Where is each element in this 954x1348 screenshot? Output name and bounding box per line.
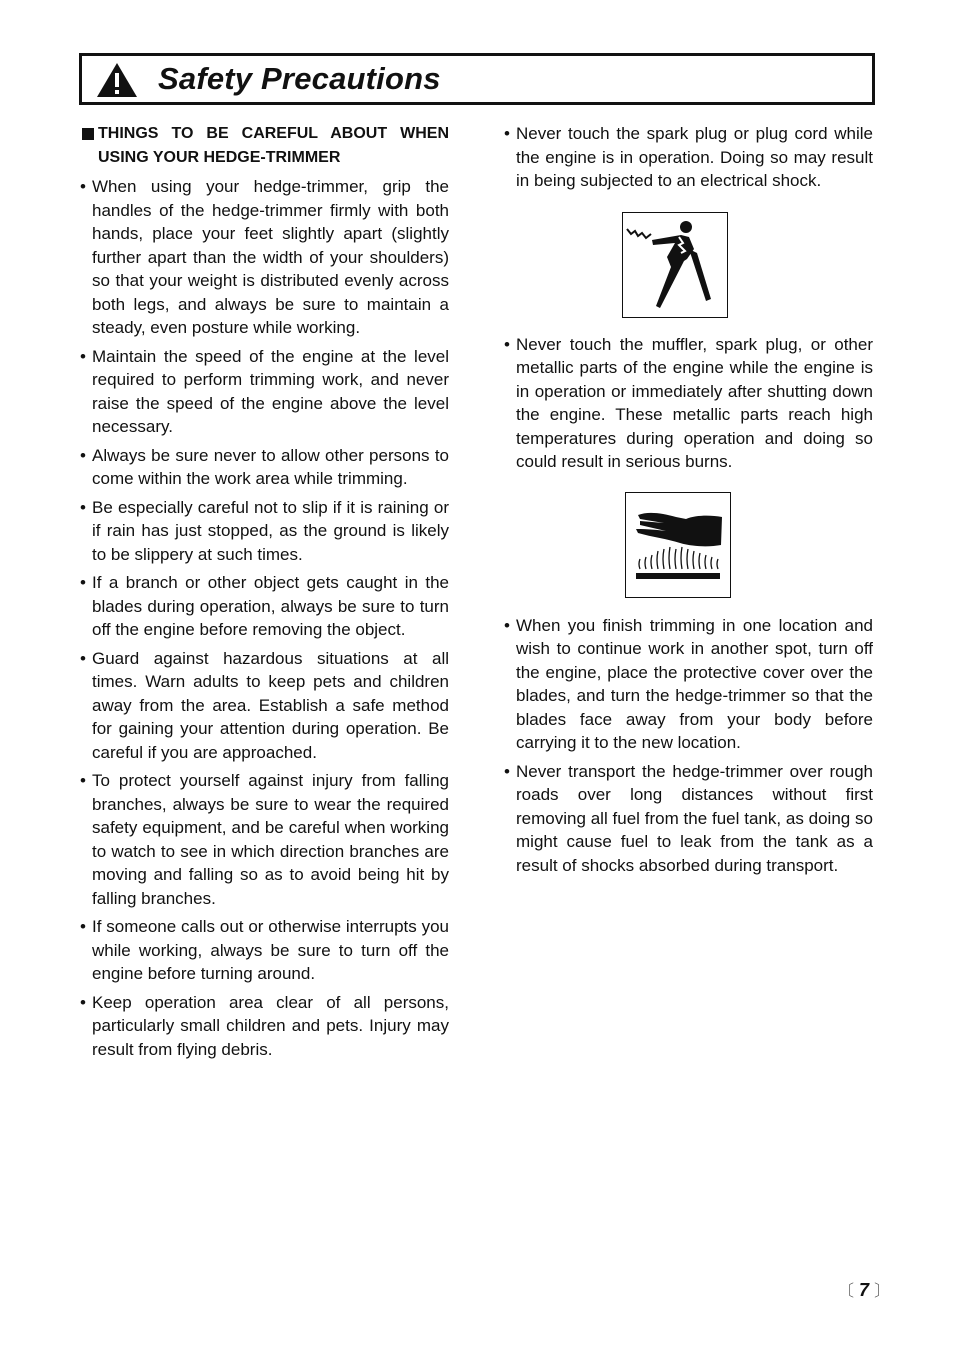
bullet-item — [503, 760, 873, 878]
bullet-dot: • — [504, 761, 510, 781]
square-bullet-icon — [82, 128, 94, 140]
warning-triangle-icon — [95, 61, 139, 99]
bullet-item — [79, 345, 449, 439]
bullet-item — [79, 175, 449, 340]
bullet-dot: • — [80, 445, 86, 465]
section-heading-text: THINGS TO BE CAREFUL ABOUT WHEN USING YOUR HEDGE-TRIMMER — [98, 125, 449, 166]
bullet-text: Be especially careful not to slip if it is raining or if rain has just stopped, as the ground is likely to be slippery at such times. — [92, 497, 449, 564]
bullet-item — [79, 444, 449, 491]
left-column — [79, 122, 449, 1066]
page-number: 〔 7 〕 — [838, 1280, 891, 1300]
bullet-dot: • — [80, 346, 86, 366]
right-column — [503, 122, 873, 882]
bullet-text: To protect yourself against injury from falling branches, always be sure to wear the required safety equipment, and be careful when working to watch to see in which direction branches are moving and falling so as to avoid being hit by falling branches. — [92, 771, 449, 908]
hot-surface-pictogram — [625, 492, 731, 598]
hot-surface-icon — [626, 493, 730, 597]
bullet-dot: • — [80, 992, 86, 1012]
bullet-dot: • — [80, 497, 86, 517]
right-bullet-list-bottom — [503, 614, 873, 878]
bullet-text: Never touch the muffler, spark plug, or other metallic parts of the engine while the engine is in operation or immediately after shutting down the engine. These metallic parts reach high temperatures during operation and doing so could result in serious burns. — [516, 334, 873, 471]
bullet-dot: • — [80, 917, 86, 936]
bullet-item — [79, 769, 449, 910]
bullet-text: Guard against hazardous situations at all times. Warn adults to keep pets and children away from the area. Establish a safe method for gaining your attention during operation. Be careful if you are approached. — [92, 648, 449, 762]
bullet-item — [503, 122, 873, 193]
bullet-item — [503, 614, 873, 755]
bullet-item — [79, 647, 449, 765]
left-bullet-list — [79, 175, 449, 1061]
bullet-item — [79, 991, 449, 1062]
bullet-item — [503, 333, 873, 474]
bullet-dot: • — [80, 573, 86, 592]
bullet-text: If someone calls out or otherwise interrupts you while working, always be sure to turn off the engine before turning around. — [92, 917, 449, 983]
electric-shock-icon — [623, 213, 727, 317]
bullet-dot: • — [504, 615, 510, 635]
section-heading — [79, 122, 449, 169]
bullet-text: Never transport the hedge-trimmer over rough roads over long distances without first removing all fuel from the fuel tank, as doing so might cause fuel to leak from the tank as a result of shocks absorbed during transport. — [516, 761, 873, 875]
title-banner — [79, 53, 875, 105]
bullet-item — [79, 571, 449, 642]
bullet-dot: • — [80, 648, 86, 668]
page-number-value: 7 — [859, 1280, 870, 1300]
bullet-dot: • — [80, 177, 86, 196]
bullet-text: When you finish trimming in one location and wish to continue work in another spot, turn off the engine, place the protective cover over the blades, and turn the hedge-trimmer so that the blades face away from your body before carrying it to the new location. — [516, 615, 873, 752]
page-title: Safety Precautions — [158, 61, 441, 96]
bullet-text: Always be sure never to allow other persons to come within the work area while trimming. — [92, 445, 449, 488]
bullet-text: Keep operation area clear of all persons, particularly small children and pets. Injury may result from flying debris. — [92, 992, 449, 1059]
right-bullet-list-top — [503, 122, 873, 193]
bullet-dot: • — [504, 124, 510, 143]
bullet-text: If a branch or other object gets caught in the blades during operation, always be sure to turn off the engine before removing the object. — [92, 573, 449, 639]
right-bullet-list-middle — [503, 333, 873, 474]
bullet-text: When using your hedge-trimmer, grip the handles of the hedge-trimmer firmly with both hands, place your feet slightly apart (slightly further apart than the width of your shoulders) so that your weight is distributed evenly across both legs, and always be sure to maintain a steady, even posture while working. — [92, 177, 449, 337]
bullet-dot: • — [504, 334, 510, 354]
bullet-item — [79, 915, 449, 986]
electric-shock-pictogram — [622, 212, 728, 318]
bullet-text: Never touch the spark plug or plug cord while the engine is in operation. Doing so may result in being subjected to an electrical shock. — [516, 124, 873, 190]
bullet-text: Maintain the speed of the engine at the level required to perform trimming work, and never raise the speed of the engine above the level necessary. — [92, 346, 449, 436]
bullet-item — [79, 496, 449, 567]
bullet-dot: • — [80, 771, 86, 790]
